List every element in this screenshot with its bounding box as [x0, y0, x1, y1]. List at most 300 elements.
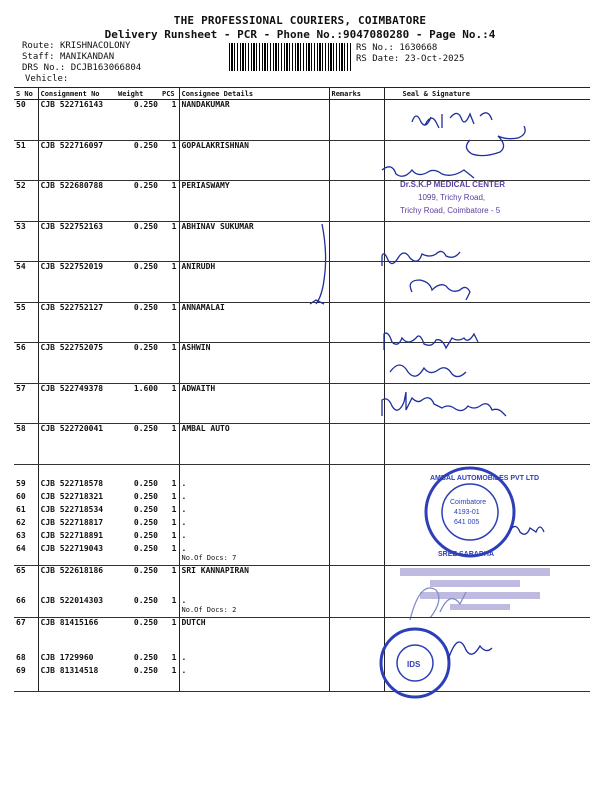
cell-sno [14, 653, 38, 666]
spacer-cell [329, 578, 384, 596]
cell-consignee [179, 505, 329, 518]
cell-weight [116, 666, 160, 679]
staff-value: MANIKANDAN [59, 52, 115, 62]
cell-sno-text: 50 [16, 100, 26, 109]
rs-barcode [229, 43, 351, 71]
cell-consignee [179, 181, 329, 194]
col-weight: Weight [116, 88, 160, 100]
spacer-cell [329, 679, 384, 692]
table-row [14, 343, 590, 356]
cell-consignment-no-text: CJB 522752019 [40, 262, 104, 271]
cell-weight [116, 618, 160, 631]
cell-consignment-no [38, 618, 116, 631]
spacer-cell [14, 437, 38, 465]
cell-consignment-no [38, 596, 116, 615]
spacer-cell [329, 631, 384, 653]
spacer-cell [384, 437, 590, 465]
cell-weight [116, 518, 160, 531]
ambal-pin1: 4193-01 [454, 509, 480, 516]
cell-consignment-no [38, 518, 116, 531]
spacer-cell [38, 464, 116, 479]
cell-weight-text: 0.250 [133, 618, 158, 627]
cell-remarks [329, 666, 384, 679]
spacer-cell [160, 679, 179, 692]
cell-weight-text: 0.250 [133, 665, 158, 675]
spacer-cell [116, 153, 160, 181]
cell-pcs-text: 1 [171, 565, 177, 575]
cell-sno-text: 65 [16, 565, 26, 575]
cell-consignee-text: . [181, 530, 187, 540]
cell-consignment-no-text: CJB 522752127 [40, 302, 104, 312]
spacer-cell [384, 275, 590, 303]
spacer-cell [38, 356, 116, 384]
cell-pcs-text: 1 [171, 181, 177, 190]
cell-consignment-no-text: CJB 522718891 [40, 530, 104, 540]
cell-sno-text: 56 [16, 343, 26, 352]
spacer-cell [179, 396, 329, 424]
spacer-cell [38, 153, 116, 181]
row-spacer [14, 396, 590, 424]
ambal-city: Coimbatore [450, 499, 487, 506]
cell-weight-text: 0.250 [133, 343, 158, 352]
cell-sno [14, 100, 38, 113]
cell-remarks [329, 181, 384, 194]
spacer-cell [179, 356, 329, 384]
ambal-pin2: 641 005 [454, 519, 480, 526]
cell-weight-text: 0.250 [133, 504, 158, 514]
spacer-cell [14, 631, 38, 653]
cell-signature [384, 140, 590, 153]
cell-pcs-text: 1 [171, 302, 177, 312]
cell-sno [14, 262, 38, 275]
cell-pcs [160, 618, 179, 631]
table-body [14, 100, 590, 692]
route-line [22, 41, 141, 52]
spacer-cell [384, 315, 590, 343]
cell-consignment-no-text: CJB 522719043 [40, 543, 104, 553]
spacer-cell [329, 396, 384, 424]
cell-signature [384, 666, 590, 679]
cell-weight [116, 140, 160, 153]
spacer-cell [116, 113, 160, 141]
cell-remarks [329, 383, 384, 396]
cell-consignee-text: . [181, 478, 187, 488]
cell-consignee-text: . [181, 517, 187, 527]
cell-pcs [160, 518, 179, 531]
cell-consignment-no [38, 666, 116, 679]
cell-weight-text: 0.250 [133, 181, 158, 190]
cell-sno [14, 565, 38, 578]
cell-pcs [160, 492, 179, 505]
cell-consignment-no-text: CJB 522716097 [40, 140, 104, 150]
spacer-cell [14, 234, 38, 262]
cell-signature [384, 383, 590, 396]
cell-pcs [160, 596, 179, 615]
header-left-block [22, 41, 141, 85]
table-row [14, 181, 590, 194]
cell-pcs-text: 1 [171, 665, 177, 675]
cell-sno [14, 666, 38, 679]
drs-line [22, 63, 141, 74]
spacer-cell [160, 578, 179, 596]
spacer-cell [116, 437, 160, 465]
cell-sno [14, 505, 38, 518]
row-spacer [14, 437, 590, 465]
clinic-line2: 1099, Trichy Road, [418, 193, 486, 202]
spacer-cell [160, 275, 179, 303]
cell-signature [384, 479, 590, 492]
cell-sno-text: 57 [16, 383, 26, 393]
cell-consignee-text: ABHINAV SUKUMAR [181, 221, 254, 231]
spacer-cell [160, 194, 179, 222]
cell-sno [14, 492, 38, 505]
cell-weight-text: 0.250 [133, 262, 158, 271]
cell-sno [14, 544, 38, 563]
cell-weight [116, 653, 160, 666]
spacer-cell [179, 464, 329, 479]
drs-value: DCJB163066804 [70, 63, 142, 73]
spacer-cell [329, 315, 384, 343]
spacer-cell [14, 464, 38, 479]
cell-sno [14, 518, 38, 531]
cell-weight [116, 262, 160, 275]
cell-consignee-text: PERIASWAMY [181, 181, 230, 190]
cell-consignee-text: . [181, 543, 187, 553]
spacer-cell [14, 315, 38, 343]
col-consignment: Consignment No [38, 88, 116, 100]
cell-weight-text: 0.250 [133, 652, 158, 662]
cell-consignee-text: . [181, 665, 187, 675]
cell-sno-text: 53 [16, 221, 26, 231]
cell-signature [384, 424, 590, 437]
spacer-cell [14, 275, 38, 303]
cell-sno [14, 596, 38, 615]
spacer-cell [160, 356, 179, 384]
cell-weight [116, 531, 160, 544]
cell-sno [14, 531, 38, 544]
cell-consignee [179, 653, 329, 666]
cell-consignment-no [38, 492, 116, 505]
cell-remarks [329, 618, 384, 631]
cell-sno-text: 69 [16, 665, 26, 675]
row-spacer [14, 356, 590, 384]
cell-pcs-text: 1 [171, 343, 177, 352]
cell-signature [384, 181, 590, 194]
spacer-cell [329, 356, 384, 384]
cell-consignee [179, 424, 329, 437]
spacer-cell [38, 234, 116, 262]
cell-consignee [179, 100, 329, 113]
spacer-cell [116, 194, 160, 222]
cell-pcs [160, 383, 179, 396]
spacer-cell [384, 153, 590, 181]
spacer-cell [160, 113, 179, 141]
cell-weight-text: 0.250 [133, 491, 158, 501]
spacer-cell [116, 315, 160, 343]
row-spacer [14, 194, 590, 222]
cell-signature [384, 565, 590, 578]
cell-pcs [160, 653, 179, 666]
cell-weight [116, 544, 160, 563]
cell-consignment-no [38, 544, 116, 563]
cell-pcs-text: 1 [171, 504, 177, 514]
spacer-cell [384, 356, 590, 384]
cell-sno-text: 68 [16, 652, 26, 662]
table-row [14, 140, 590, 153]
cell-consignment-no [38, 653, 116, 666]
cell-weight [116, 492, 160, 505]
spacer-cell [14, 113, 38, 141]
cell-weight [116, 424, 160, 437]
table-row [14, 596, 590, 615]
cell-consignee-text: ASHWIN [181, 343, 211, 352]
cell-consignee-text: GOPALAKRISHNAN [181, 140, 249, 150]
cell-sno [14, 181, 38, 194]
spacer-cell [116, 275, 160, 303]
cell-remarks [329, 653, 384, 666]
col-consignee: Consignee Details [179, 88, 329, 100]
cell-consignee-text: . [181, 491, 187, 501]
cell-remarks [329, 140, 384, 153]
cell-weight [116, 100, 160, 113]
spacer-cell [329, 437, 384, 465]
spacer-cell [384, 464, 590, 479]
rs-date-line [356, 54, 464, 65]
cell-remarks [329, 424, 384, 437]
cell-signature [384, 653, 590, 666]
cell-remarks [329, 596, 384, 615]
cell-pcs [160, 531, 179, 544]
cell-sno [14, 424, 38, 437]
cell-sno-text: 58 [16, 424, 26, 433]
cell-consignee [179, 531, 329, 544]
vehicle-label: Vehicle: [25, 74, 69, 84]
cell-consignee-text: AMBAL AUTO [181, 424, 230, 433]
spacer-cell [329, 464, 384, 479]
spacer-cell [38, 113, 116, 141]
cell-pcs [160, 302, 179, 315]
cell-signature [384, 518, 590, 531]
spacer-cell [179, 631, 329, 653]
docs-count-note: No.Of Docs: 7 [181, 553, 237, 562]
spacer-cell [116, 234, 160, 262]
cell-consignment-no [38, 100, 116, 113]
col-remarks: Remarks [329, 88, 384, 100]
row-spacer [14, 631, 590, 653]
cell-consignment-no-text: CJB 522014303 [40, 596, 104, 605]
rs-no-value: 1630668 [399, 43, 438, 53]
cell-pcs-text: 1 [171, 517, 177, 527]
table-row [14, 505, 590, 518]
spacer-cell [14, 194, 38, 222]
cell-signature [384, 544, 590, 563]
spacer-cell [14, 356, 38, 384]
cell-signature [384, 596, 590, 615]
table-row [14, 565, 590, 578]
cell-pcs [160, 181, 179, 194]
cell-remarks [329, 531, 384, 544]
rs-no-line [356, 43, 464, 54]
spacer-cell [179, 194, 329, 222]
cell-consignee-text: DUTCH [181, 618, 206, 627]
cell-pcs [160, 666, 179, 679]
spacer-cell [179, 578, 329, 596]
ambal-ring-text: AMBAL AUTOMOBILES PVT LTD [430, 475, 540, 482]
cell-weight [116, 383, 160, 396]
cell-sno-text: 60 [16, 491, 26, 501]
spacer-cell [384, 194, 590, 222]
col-pcs: PCS [160, 88, 179, 100]
cell-signature [384, 618, 590, 631]
spacer-cell [384, 234, 590, 262]
ambal-ring-text-2: SREE SARADHA [438, 551, 495, 558]
spacer-cell [160, 234, 179, 262]
cell-sno-text: 62 [16, 517, 26, 527]
clinic-line3: Trichy Road, Coimbatore - 5 [400, 206, 501, 215]
spacer-cell [116, 679, 160, 692]
spacer-cell [160, 437, 179, 465]
staff-line [22, 52, 141, 63]
cell-signature [384, 100, 590, 113]
spacer-cell [38, 396, 116, 424]
cell-weight [116, 505, 160, 518]
cell-pcs-text: 1 [171, 262, 177, 271]
cell-pcs-text: 1 [171, 618, 177, 627]
cell-consignment-no-text: CJB 522720041 [40, 424, 104, 433]
spacer-cell [160, 464, 179, 479]
cell-weight-text: 0.250 [133, 530, 158, 540]
rs-date-value: 23-Oct-2025 [404, 54, 465, 64]
cell-consignee [179, 492, 329, 505]
cell-pcs-text: 1 [171, 543, 177, 553]
cell-consignment-no [38, 479, 116, 492]
cell-weight [116, 302, 160, 315]
cell-weight-text: 0.250 [133, 565, 158, 575]
cell-weight [116, 565, 160, 578]
cell-signature [384, 343, 590, 356]
cell-pcs-text: 1 [171, 596, 177, 605]
cell-remarks [329, 565, 384, 578]
cell-sno-text: 51 [16, 140, 26, 150]
cell-consignment-no [38, 531, 116, 544]
spacer-cell [38, 275, 116, 303]
cell-sno-text: 54 [16, 262, 26, 271]
cell-pcs-text: 1 [171, 100, 177, 109]
cell-consignment-no-text: CJB 1729960 [40, 652, 94, 662]
cell-remarks [329, 343, 384, 356]
cell-consignee [179, 565, 329, 578]
cell-sno-text: 66 [16, 596, 26, 605]
row-spacer [14, 578, 590, 596]
spacer-cell [329, 194, 384, 222]
cell-consignee-text: ADWAITH [181, 383, 216, 393]
cell-consignment-no [38, 302, 116, 315]
cell-weight-text: 0.250 [133, 478, 158, 488]
cell-consignment-no [38, 140, 116, 153]
cell-weight-text: 0.250 [133, 140, 158, 150]
table-row [14, 424, 590, 437]
cell-signature [384, 531, 590, 544]
cell-consignment-no-text: CJB 522718817 [40, 517, 104, 527]
cell-consignee [179, 343, 329, 356]
row-spacer [14, 113, 590, 141]
cell-consignment-no-text: CJB 522752075 [40, 343, 104, 352]
spacer-cell [384, 679, 590, 692]
table-row [14, 383, 590, 396]
spacer-cell [14, 578, 38, 596]
cell-pcs-text: 1 [171, 478, 177, 488]
cell-sno-text: 61 [16, 504, 26, 514]
runsheet-table [14, 87, 590, 692]
table-row [14, 531, 590, 544]
cell-pcs [160, 479, 179, 492]
spacer-cell [116, 631, 160, 653]
cell-consignee-text: . [181, 652, 187, 662]
cell-consignee-text: . [181, 504, 187, 514]
spacer-cell [116, 356, 160, 384]
cell-consignee-text: . [181, 596, 187, 605]
cell-weight [116, 479, 160, 492]
cell-consignment-no-text: CJB 81314518 [40, 665, 99, 675]
cell-weight-text: 0.250 [133, 517, 158, 527]
cell-pcs [160, 262, 179, 275]
cell-consignee-text: NANDAKUMAR [181, 100, 230, 109]
rs-no-label: RS No.: [356, 43, 394, 53]
route-label: Route: [22, 41, 55, 51]
cell-remarks [329, 544, 384, 563]
company-title: THE PROFESSIONAL COURIERS, COIMBATORE [173, 14, 427, 27]
cell-pcs [160, 544, 179, 563]
cell-sno-text: 67 [16, 618, 26, 627]
route-value: KRISHNACOLONY [59, 41, 131, 51]
cell-pcs-text: 1 [171, 383, 177, 393]
cell-pcs [160, 343, 179, 356]
cell-pcs-text: 1 [171, 424, 177, 433]
cell-consignment-no-text: CJB 522718578 [40, 478, 104, 488]
spacer-cell [14, 153, 38, 181]
cell-consignment-no-text: CJB 522752163 [40, 221, 104, 231]
spacer-cell [179, 437, 329, 465]
cell-pcs-text: 1 [171, 652, 177, 662]
spacer-cell [384, 113, 590, 141]
spacer-cell [116, 464, 160, 479]
cell-pcs [160, 505, 179, 518]
cell-consignment-no [38, 565, 116, 578]
table-row [14, 492, 590, 505]
cell-sno-text: 63 [16, 530, 26, 540]
spacer-cell [38, 437, 116, 465]
cell-signature [384, 262, 590, 275]
cell-remarks [329, 479, 384, 492]
cell-consignment-no [38, 383, 116, 396]
cell-consignment-no [38, 424, 116, 437]
cell-consignment-no-text: CJB 522718321 [40, 491, 104, 501]
cell-sno-text: 55 [16, 302, 26, 312]
cell-consignment-no [38, 262, 116, 275]
cell-weight [116, 596, 160, 615]
col-sno: S No [14, 88, 38, 100]
cell-consignment-no [38, 343, 116, 356]
table-header-row [14, 88, 590, 100]
row-spacer [14, 153, 590, 181]
cell-signature [384, 492, 590, 505]
spacer-cell [329, 153, 384, 181]
cell-sno-text: 52 [16, 181, 26, 190]
spacer-cell [329, 113, 384, 141]
cell-pcs [160, 140, 179, 153]
cell-weight-text: 0.250 [133, 596, 158, 605]
cell-consignment-no-text: CJB 522718534 [40, 504, 104, 514]
